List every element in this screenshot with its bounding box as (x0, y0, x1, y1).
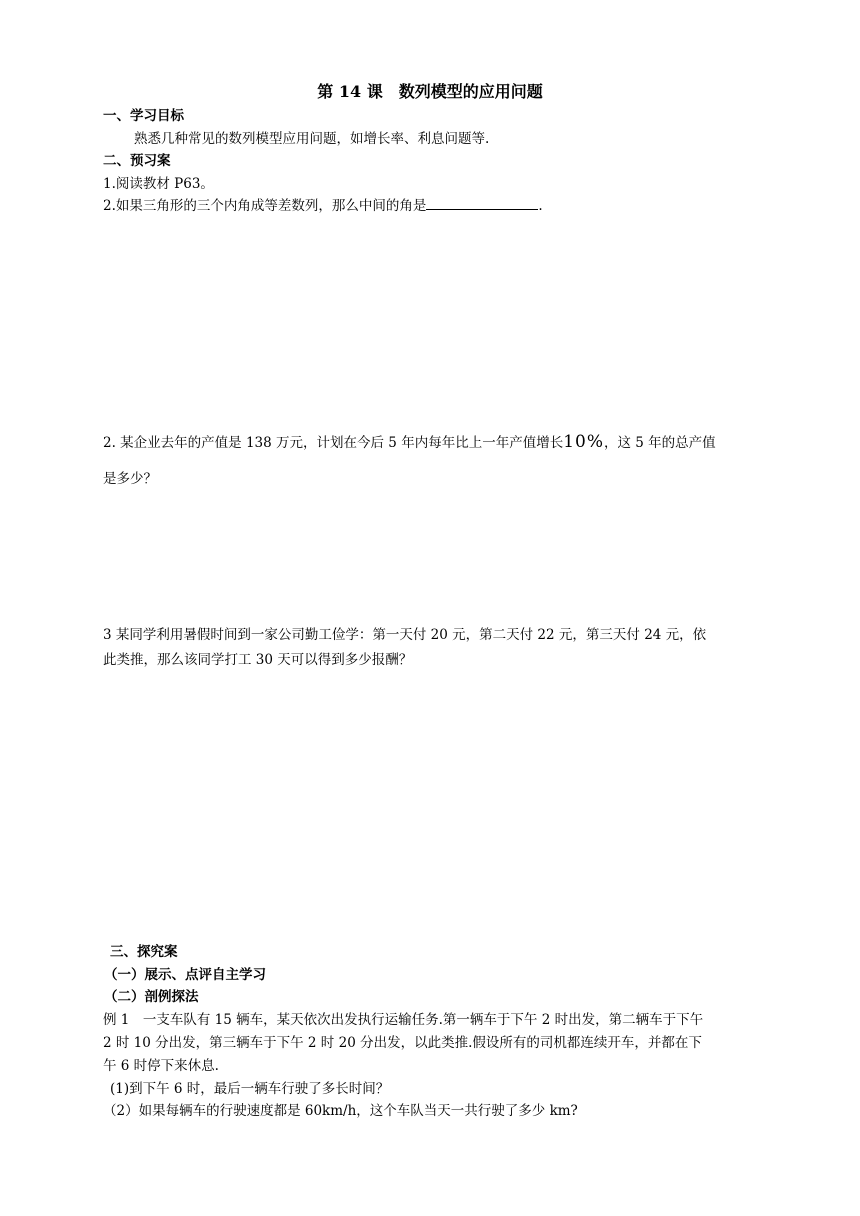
question-3-line-1: 3 某同学利用暑假时间到一家公司勤工俭学：第一天付 20 元，第二天付 22 元，第三天付 24 元，依 (103, 627, 707, 643)
example-1-question-1: (1)到下午 6 时，最后一辆车行驶了多长时间？ (110, 1081, 390, 1097)
subheading-show: （一）展示、点评自主学习 (104, 967, 266, 983)
preview-item-2-text: 2.如果三角形的三个内角成等差数列，那么中间的角是 (103, 198, 427, 214)
example-1-line-2: 2 时 10 分出发，第三辆车于下午 2 时 20 分出发，以此类推.假设所有的司机都连续开车，并都在下 (103, 1035, 702, 1051)
section-heading-goals: 一、学习目标 (103, 108, 184, 124)
subheading-examples: （二）剖例探法 (104, 989, 199, 1005)
section-heading-explore: 三、探究案 (110, 944, 178, 960)
example-1-line-3: 午 6 时停下来休息. (103, 1058, 219, 1074)
example-1-question-2: （2）如果每辆车的行驶速度都是 60km/h，这个车队当天一共行驶了多少 km? (103, 1103, 578, 1119)
question-2-line-1 (103, 433, 716, 452)
preview-item-2 (103, 197, 543, 215)
page-title: 第 14 课 数列模型的应用问题 (317, 82, 543, 101)
preview-item-2-end: . (538, 198, 543, 214)
growth-rate: 10% (563, 432, 604, 452)
preview-item-1: 1.阅读教材 P63。 (103, 176, 214, 192)
question-2-text: 2. 某企业去年的产值是 138 万元，计划在今后 5 年内每年比上一年产值增长 (103, 435, 564, 451)
example-1-line-1: 例 1 一支车队有 15 辆车，某天依次出发执行运输任务.第一辆车于下午 2 时出发，第二辆车于下午 (103, 1012, 704, 1028)
question-2-text-end: ，这 5 年的总产值 (604, 435, 716, 451)
question-2-line-2: 是多少？ (103, 471, 157, 487)
section-heading-preview: 二、预习案 (103, 153, 171, 169)
question-3-line-2: 此类推，那么该同学打工 30 天可以得到多少报酬？ (103, 652, 413, 668)
answer-blank[interactable] (426, 197, 538, 210)
goals-text: 熟悉几种常见的数列模型应用问题，如增长率、利息问题等. (134, 131, 490, 147)
